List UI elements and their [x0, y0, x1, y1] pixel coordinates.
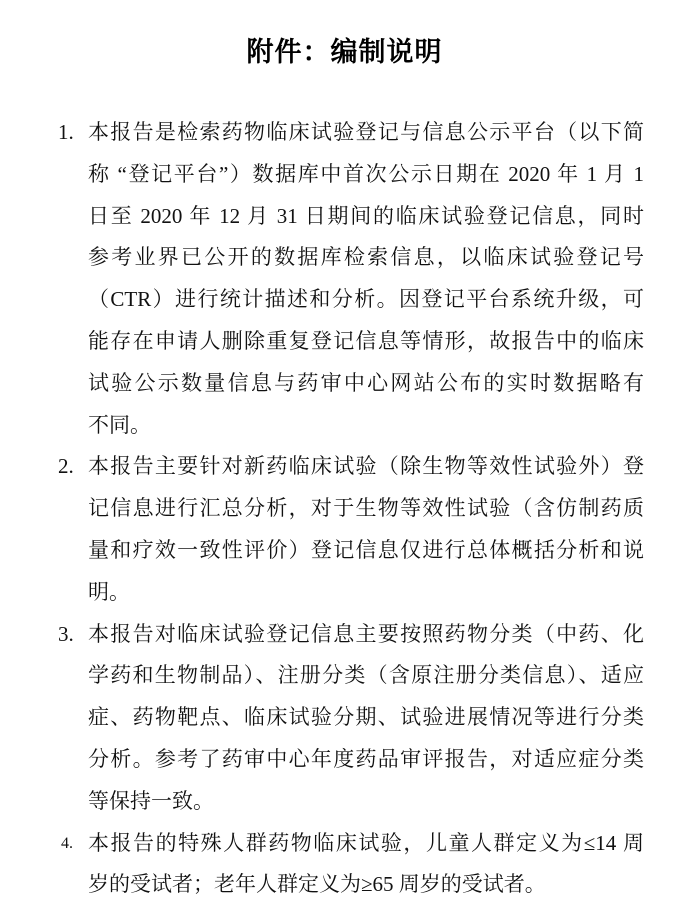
list-item-3	[58, 614, 644, 823]
list-item-4-number: 4.	[61, 834, 73, 852]
text-line: 参考业界已公开的数据库检索信息，以临床试验登记号	[88, 245, 644, 270]
text-line: 本报告的特殊人群药物临床试验，儿童人群定义为≤14 周	[88, 830, 644, 855]
text-line: 记信息进行汇总分析，对于生物等效性试验（含仿制药质	[88, 496, 644, 521]
text-line: 本报告是检索药物临床试验登记与信息公示平台（以下简	[88, 120, 644, 144]
list-item-3-number: 3.	[58, 621, 74, 646]
page-title: 附件：编制说明	[246, 37, 443, 67]
list-item-3-body	[88, 614, 644, 823]
text-line: 症、药物靶点、临床试验分期、试验进展情况等进行分类	[88, 705, 644, 730]
text-line: 学药和生物制品）、注册分类（含原注册分类信息）、适应	[88, 663, 644, 688]
text-line: 岁的受试者；老年人群定义为≥65 周岁的受试者。	[88, 872, 546, 897]
list-item-4-body	[88, 823, 644, 907]
list-item-2-number: 2.	[58, 454, 74, 479]
text-line: 试验公示数量信息与药审中心网站公布的实时数据略有	[88, 370, 644, 395]
text-line: 明。	[88, 579, 130, 604]
numbered-list	[0, 112, 689, 906]
list-item-1-number: 1.	[58, 120, 74, 144]
list-item-1-body	[88, 112, 644, 446]
list-item-4	[58, 823, 644, 907]
text-line: （CTR）进行统计描述和分析。因登记平台系统升级，可	[88, 287, 644, 312]
text-line: 分析。参考了药审中心年度药品审评报告，对适应症分类	[88, 746, 644, 771]
text-line: 能存在申请人删除重复登记信息等情形，故报告中的临床	[88, 328, 644, 353]
text-line: 不同。	[88, 412, 151, 437]
list-item-2	[58, 446, 644, 613]
text-line: 本报告对临床试验登记信息主要按照药物分类（中药、化	[88, 621, 644, 646]
text-line: 本报告主要针对新药临床试验（除生物等效性试验外）登	[88, 454, 644, 479]
text-line: 量和疗效一致性评价）登记信息仅进行总体概括分析和说	[88, 537, 644, 562]
text-line: 称 “登记平台”）数据库中首次公示日期在 2020 年 1 月 1	[88, 161, 644, 186]
list-item-2-body	[88, 446, 644, 613]
text-line: 日至 2020 年 12 月 31 日期间的临床试验登记信息，同时	[88, 203, 644, 228]
text-line: 等保持一致。	[88, 788, 214, 813]
list-item-1	[58, 112, 644, 446]
